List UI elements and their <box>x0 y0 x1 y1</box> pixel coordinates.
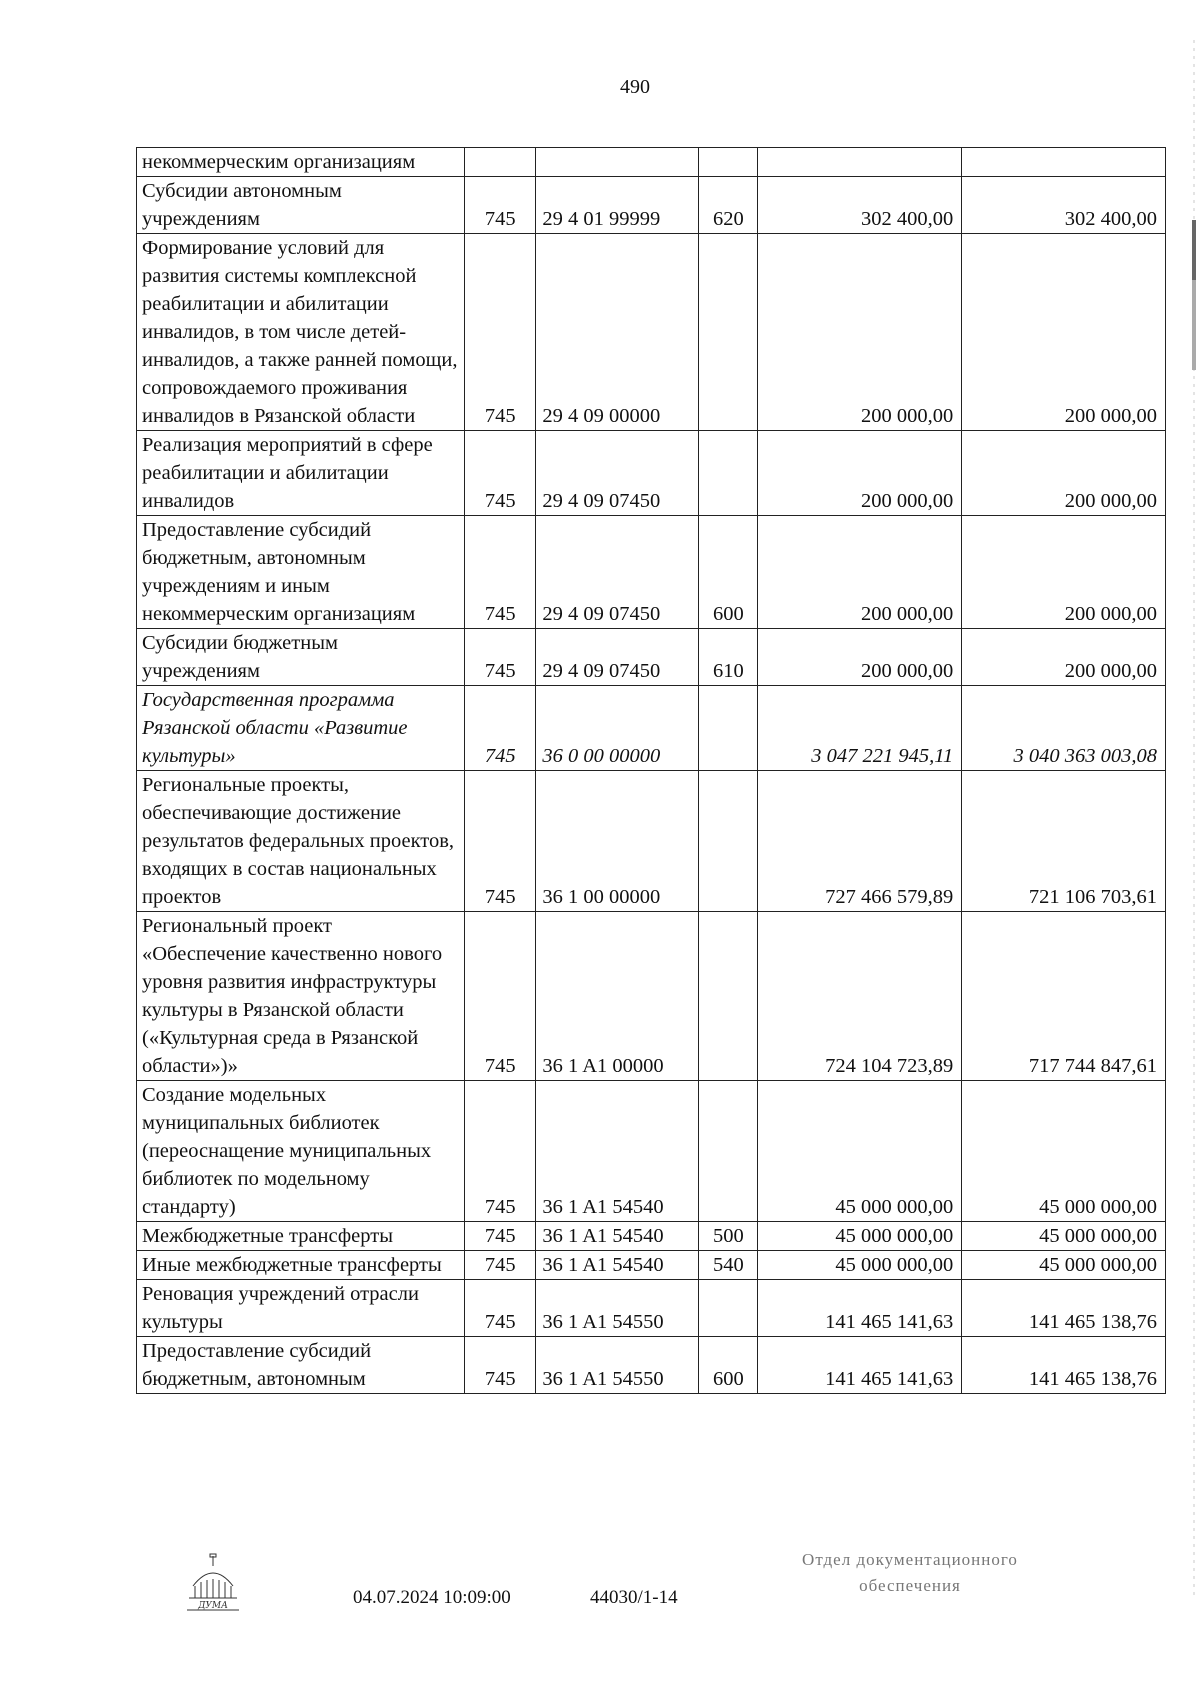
row-gr-code: 745 <box>465 1251 536 1280</box>
row-target-code: 29 4 09 00000 <box>536 234 699 431</box>
row-gr-code: 745 <box>465 1280 536 1337</box>
table-row <box>137 1081 1166 1222</box>
budget-table-body <box>137 148 1166 1394</box>
footer-date: 04.07.2024 10:09:00 <box>353 1587 511 1608</box>
row-gr-code: 745 <box>465 516 536 629</box>
row-gr-code <box>465 148 536 177</box>
row-target-code: 36 1 A1 00000 <box>536 912 699 1081</box>
table-row <box>137 912 1166 1081</box>
row-target-code: 36 1 A1 54540 <box>536 1251 699 1280</box>
row-expense-type <box>699 1081 758 1222</box>
row-name: Межбюджетные трансферты <box>137 1222 465 1251</box>
row-name: Создание модельных муниципальных библиотек (переоснащение муниципальных библиотек по модельному стандарту) <box>137 1081 465 1222</box>
row-sum-2026: 200 000,00 <box>962 431 1166 516</box>
row-expense-type: 540 <box>699 1251 758 1280</box>
row-sum-2026: 3 040 363 003,08 <box>962 686 1166 771</box>
row-sum-2026: 45 000 000,00 <box>962 1081 1166 1222</box>
row-name: Формирование условий для развития системы комплексной реабилитации и абилитации инвалидов, в том числе детей-инвалидов, а также ранней помощи, сопровождаемого проживания инвалидов в Рязанской области <box>137 234 465 431</box>
row-name: Региональный проект «Обеспечение качественно нового уровня развития инфраструктуры культуры в Рязанской области («Культурная среда в Рязанской области»)» <box>137 912 465 1081</box>
row-gr-code: 745 <box>465 771 536 912</box>
row-target-code: 29 4 01 99999 <box>536 177 699 234</box>
row-gr-code: 745 <box>465 912 536 1081</box>
row-target-code: 29 4 09 07450 <box>536 431 699 516</box>
row-expense-type <box>699 148 758 177</box>
row-name: Субсидии бюджетным учреждениям <box>137 629 465 686</box>
row-gr-code: 745 <box>465 431 536 516</box>
department-stamp <box>760 1547 1060 1599</box>
row-sum-2025: 45 000 000,00 <box>758 1222 962 1251</box>
row-sum-2026: 200 000,00 <box>962 629 1166 686</box>
row-sum-2025: 724 104 723,89 <box>758 912 962 1081</box>
table-row <box>137 431 1166 516</box>
row-expense-type <box>699 234 758 431</box>
table-row <box>137 1251 1166 1280</box>
row-expense-type: 600 <box>699 1337 758 1394</box>
table-row <box>137 1337 1166 1394</box>
row-expense-type: 500 <box>699 1222 758 1251</box>
row-gr-code: 745 <box>465 1222 536 1251</box>
duma-logo-text: ДУМА <box>198 1601 228 1611</box>
row-name: Региональные проекты, обеспечивающие достижение результатов федеральных проектов, входящих в состав национальных проектов <box>137 771 465 912</box>
row-sum-2025: 3 047 221 945,11 <box>758 686 962 771</box>
table-row <box>137 686 1166 771</box>
row-expense-type <box>699 912 758 1081</box>
stamp-line-2: обеспечения <box>859 1576 961 1595</box>
row-target-code: 29 4 09 07450 <box>536 516 699 629</box>
row-expense-type <box>699 1280 758 1337</box>
stamp-line-1: Отдел документационного <box>802 1550 1018 1569</box>
row-sum-2026: 717 744 847,61 <box>962 912 1166 1081</box>
row-sum-2025: 45 000 000,00 <box>758 1251 962 1280</box>
table-row <box>137 1280 1166 1337</box>
row-name: Иные межбюджетные трансферты <box>137 1251 465 1280</box>
row-name: Предоставление субсидий бюджетным, автономным учреждениям и иным некоммерческим организациям <box>137 516 465 629</box>
row-target-code: 29 4 09 07450 <box>536 629 699 686</box>
row-sum-2026: 302 400,00 <box>962 177 1166 234</box>
budget-table <box>136 147 1166 1394</box>
row-sum-2025: 727 466 579,89 <box>758 771 962 912</box>
row-name: Субсидии автономным учреждениям <box>137 177 465 234</box>
row-sum-2026: 141 465 138,76 <box>962 1280 1166 1337</box>
table-row <box>137 516 1166 629</box>
row-name: Реновация учреждений отрасли культуры <box>137 1280 465 1337</box>
row-name: Реализация мероприятий в сфере реабилитации и абилитации инвалидов <box>137 431 465 516</box>
row-target-code: 36 1 A1 54550 <box>536 1337 699 1394</box>
row-sum-2026: 200 000,00 <box>962 234 1166 431</box>
row-target-code: 36 1 A1 54540 <box>536 1081 699 1222</box>
row-sum-2025: 200 000,00 <box>758 516 962 629</box>
table-row <box>137 771 1166 912</box>
row-sum-2025: 200 000,00 <box>758 629 962 686</box>
row-gr-code: 745 <box>465 234 536 431</box>
row-target-code: 36 1 A1 54550 <box>536 1280 699 1337</box>
row-sum-2026: 45 000 000,00 <box>962 1251 1166 1280</box>
row-sum-2025: 141 465 141,63 <box>758 1337 962 1394</box>
row-gr-code: 745 <box>465 1337 536 1394</box>
table-row <box>137 177 1166 234</box>
row-expense-type: 600 <box>699 516 758 629</box>
row-target-code: 36 0 00 00000 <box>536 686 699 771</box>
row-expense-type <box>699 771 758 912</box>
row-sum-2025 <box>758 148 962 177</box>
row-sum-2026: 141 465 138,76 <box>962 1337 1166 1394</box>
row-name: Государственная программа Рязанской области «Развитие культуры» <box>137 686 465 771</box>
duma-logo <box>183 1552 243 1614</box>
row-sum-2026: 200 000,00 <box>962 516 1166 629</box>
row-sum-2026: 45 000 000,00 <box>962 1222 1166 1251</box>
row-expense-type: 620 <box>699 177 758 234</box>
table-row <box>137 234 1166 431</box>
table-row <box>137 1222 1166 1251</box>
row-sum-2026: 721 106 703,61 <box>962 771 1166 912</box>
page-number: 490 <box>620 76 650 98</box>
row-target-code <box>536 148 699 177</box>
scan-edge-marks <box>1188 40 1198 1600</box>
row-sum-2025: 200 000,00 <box>758 431 962 516</box>
row-expense-type: 610 <box>699 629 758 686</box>
row-gr-code: 745 <box>465 629 536 686</box>
row-expense-type <box>699 686 758 771</box>
row-gr-code: 745 <box>465 1081 536 1222</box>
row-gr-code: 745 <box>465 177 536 234</box>
row-sum-2025: 45 000 000,00 <box>758 1081 962 1222</box>
row-sum-2025: 200 000,00 <box>758 234 962 431</box>
row-target-code: 36 1 A1 54540 <box>536 1222 699 1251</box>
row-target-code: 36 1 00 00000 <box>536 771 699 912</box>
footer-reg-number: 44030/1-14 <box>590 1587 678 1608</box>
row-expense-type <box>699 431 758 516</box>
row-name: Предоставление субсидий бюджетным, автономным <box>137 1337 465 1394</box>
row-sum-2025: 141 465 141,63 <box>758 1280 962 1337</box>
row-gr-code: 745 <box>465 686 536 771</box>
row-sum-2025: 302 400,00 <box>758 177 962 234</box>
row-name: некоммерческим организациям <box>137 148 465 177</box>
table-row <box>137 629 1166 686</box>
table-row <box>137 148 1166 177</box>
row-sum-2026 <box>962 148 1166 177</box>
